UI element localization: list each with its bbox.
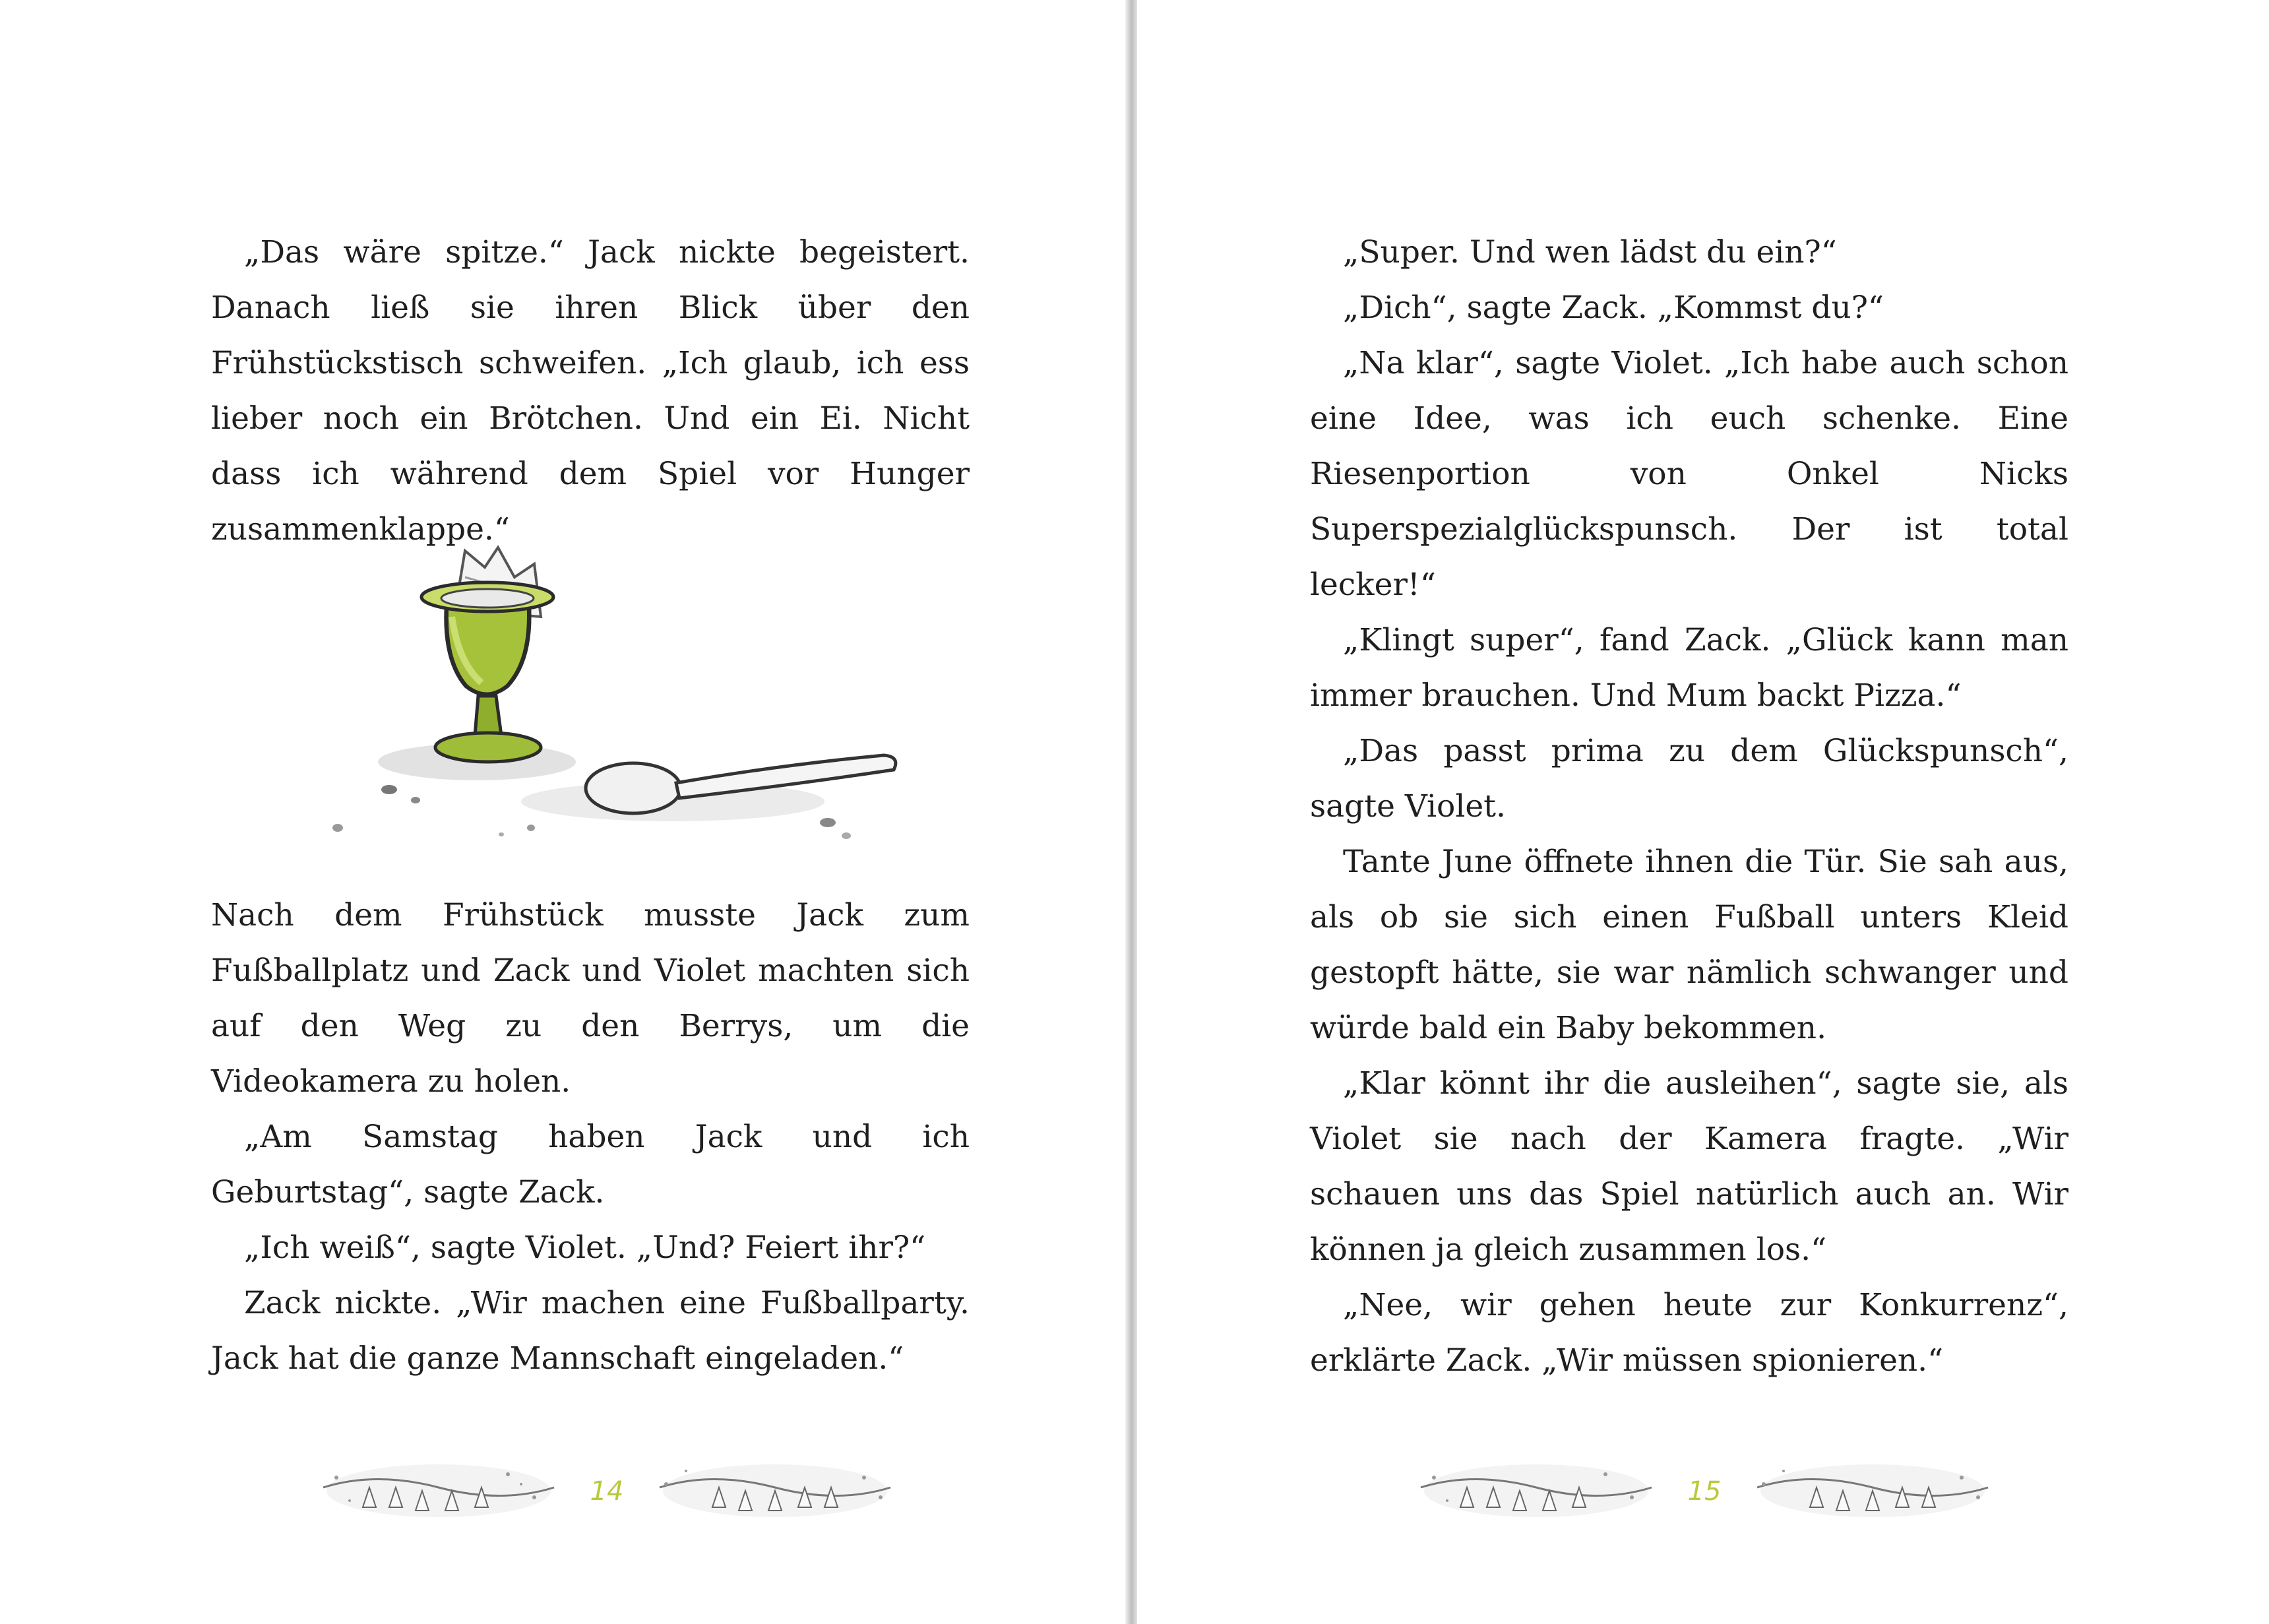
book-gutter xyxy=(1125,0,1137,1624)
paragraph: Zack nickte. „Wir machen eine Fußballparty. Jack hat die ganze Mannschaft eingeladen.“ xyxy=(211,1285,970,1377)
paragraph: „Das passt prima zu dem Glückspunsch“, sagte Violet. xyxy=(1310,733,2068,825)
page-number: 14 xyxy=(590,1476,624,1507)
paragraph: „Klar könnt ihr die ausleihen“, sagte sie, als Violet sie nach der Kamera fragte. „Wir schauen uns das Spiel natürlich auch an. Wir können ja gleich zusammen los.“ xyxy=(1310,1065,2068,1268)
paragraph: „Ich weiß“, sagte Violet. „Und? Feiert ihr?“ xyxy=(244,1230,926,1266)
paragraph: „Das wäre spitze.“ Jack nickte begeistert. Danach ließ sie ihren Blick über den Frühstückstisch schweifen. „Ich glaub, ich ess lieber noch ein Brötchen. Und ein Ei. Nicht dass ich während dem Spiel vor Hunger zusammenklappe.“ xyxy=(211,234,970,547)
left-page xyxy=(0,0,1125,1624)
floral-ornament-icon xyxy=(1408,1451,1665,1530)
paragraph: Tante June öffnete ihnen die Tür. Sie sah aus, als ob sie sich einen Fußball unters Kleid gestopft hätte, sie war nämlich schwanger und würde bald ein Baby bekommen. xyxy=(1310,844,2068,1046)
floral-ornament-icon xyxy=(310,1451,567,1530)
page-number: 15 xyxy=(1687,1476,1722,1507)
right-page-text xyxy=(1310,225,2068,1389)
egg-cup-illustration xyxy=(317,538,910,861)
left-page-footer xyxy=(310,1438,904,1544)
right-page-footer xyxy=(1408,1438,2001,1544)
floral-ornament-icon xyxy=(1744,1451,2001,1530)
paragraph: „Dich“, sagte Zack. „Kommst du?“ xyxy=(1343,290,1884,326)
paragraph: „Klingt super“, fand Zack. „Glück kann man immer brauchen. Und Mum backt Pizza.“ xyxy=(1310,622,2068,714)
paragraph: „Na klar“, sagte Violet. „Ich habe auch schon eine Idee, was ich euch schenke. Eine Riesenportion von Onkel Nicks Superspezialglückspunsch. Der ist total lecker!“ xyxy=(1310,345,2068,603)
paragraph: „Am Samstag haben Jack und ich Geburtstag“, sagte Zack. xyxy=(211,1119,970,1210)
floral-ornament-icon xyxy=(646,1451,904,1530)
paragraph: „Nee, wir gehen heute zur Konkurrenz“, erklärte Zack. „Wir müssen spionieren.“ xyxy=(1310,1287,2068,1379)
paragraph: „Super. Und wen lädst du ein?“ xyxy=(1343,234,1837,270)
paragraph: Nach dem Frühstück musste Jack zum Fußballplatz und Zack und Violet machten sich auf den Weg zu den Berrys, um die Videokamera zu holen. xyxy=(211,897,970,1100)
left-page-text-top xyxy=(211,225,970,557)
right-page xyxy=(1137,0,2269,1624)
left-page-text-bottom xyxy=(211,888,970,1387)
